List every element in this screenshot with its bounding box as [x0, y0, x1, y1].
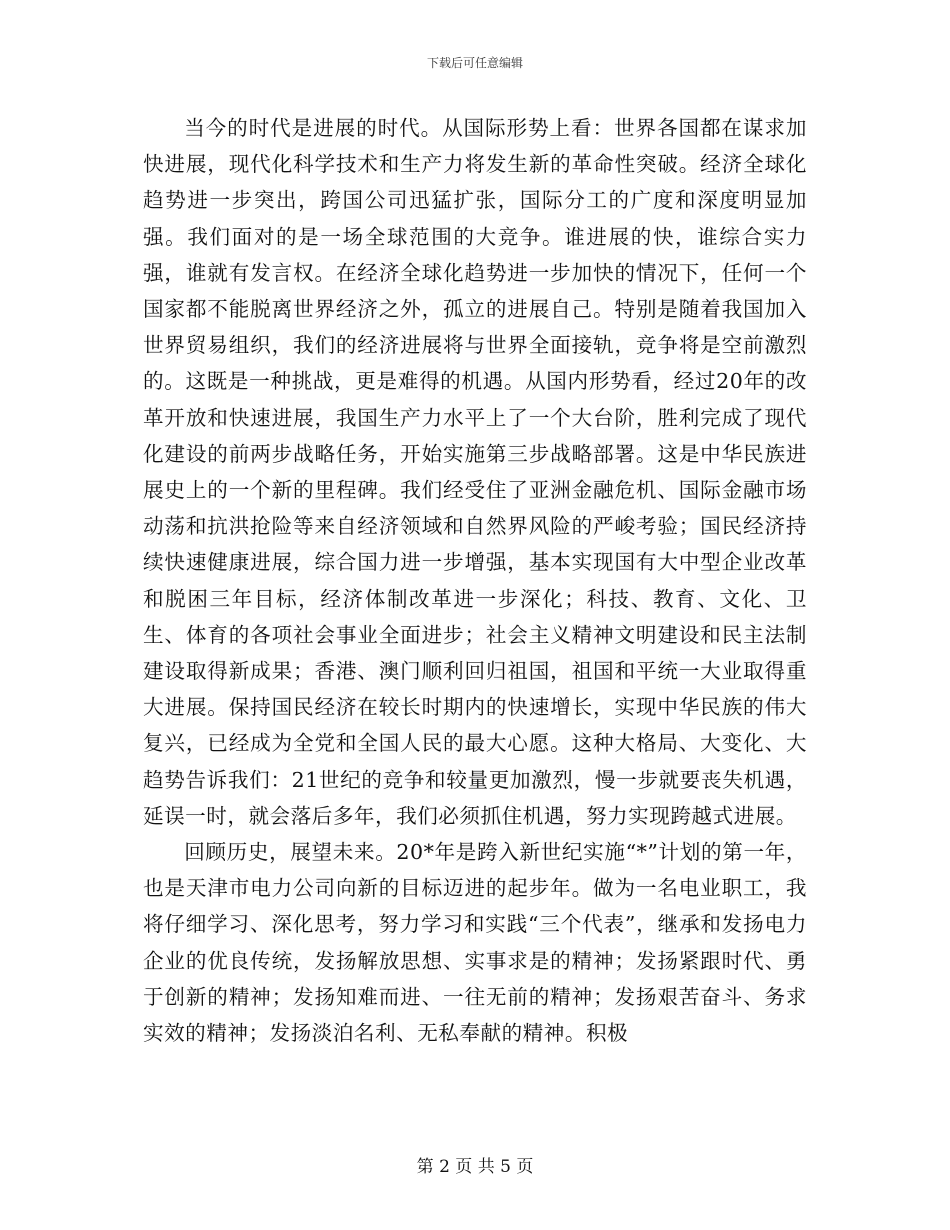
document-body: [143, 110, 807, 1051]
paragraph-2: 回顾历史，展望未来。20*年是跨入新世纪实施“*”计划的第一年，也是天津市电力公司向新的目标迈进的起步年。做为一名电业职工，我将仔细学习、深化思考，努力学习和实践“三个代表”，继承和发扬电力企业的优良传统，发扬解放思想、实事求是的精神；发扬紧跟时代、勇于创新的精神；发扬知难而进、一往无前的精神；发扬艰苦奋斗、务求实效的精神；发扬淡泊名利、无私奉献的精神。积极: [143, 840, 807, 1046]
header-note: 下载后可任意编辑: [426, 56, 523, 70]
paragraph-1: 当今的时代是进展的时代。从国际形势上看：世界各国都在谋求加快进展，现代化科学技术和生产力将发生新的革命性突破。经济全球化趋势进一步突出，跨国公司迅猛扩张，国际分工的广度和深度明显加强。我们面对的是一场全球范围的大竞争。谁进展的快，谁综合实力强，谁就有发言权。在经济全球化趋势进一步加快的情况下，任何一个国家都不能脱离世界经济之外，孤立的进展自己。特别是随着我国加入世界贸易组织，我们的经济进展将与世界全面接轨，竞争将是空前激烈的。这既是一种挑战，更是难得的机遇。从国内形势看，经过20年的改革开放和快速进展，我国生产力水平上了一个大台阶，胜利完成了现代化建设的前两步战略任务，开始实施第三步战略部署。这是中华民族进展史上的一个新的里程碑。我们经受住了亚洲金融危机、国际金融市场动荡和抗洪抢险等来自经济领域和自然界风险的严峻考验；国民经济持续快速健康进展，综合国力进一步增强，基本实现国有大中型企业改革和脱困三年目标，经济体制改革进一步深化；科技、教育、文化、卫生、体育的各项社会事业全面进步；社会主义精神文明建设和民主法制建设取得新成果；香港、澳门顺利回归祖国，祖国和平统一大业取得重大进展。保持国民经济在较长时期内的快速增长，实现中华民族的伟大复兴，已经成为全党和全国人民的最大心愿。这种大格局、大变化、大趋势告诉我们：21世纪的竞争和较量更加激烈，慢一步就要丧失机遇，延误一时，就会落后多年，我们必须抓住机遇，努力实现跨越式进展。: [143, 116, 807, 828]
page-number: 第 2 页 共 5 页: [416, 1157, 534, 1177]
